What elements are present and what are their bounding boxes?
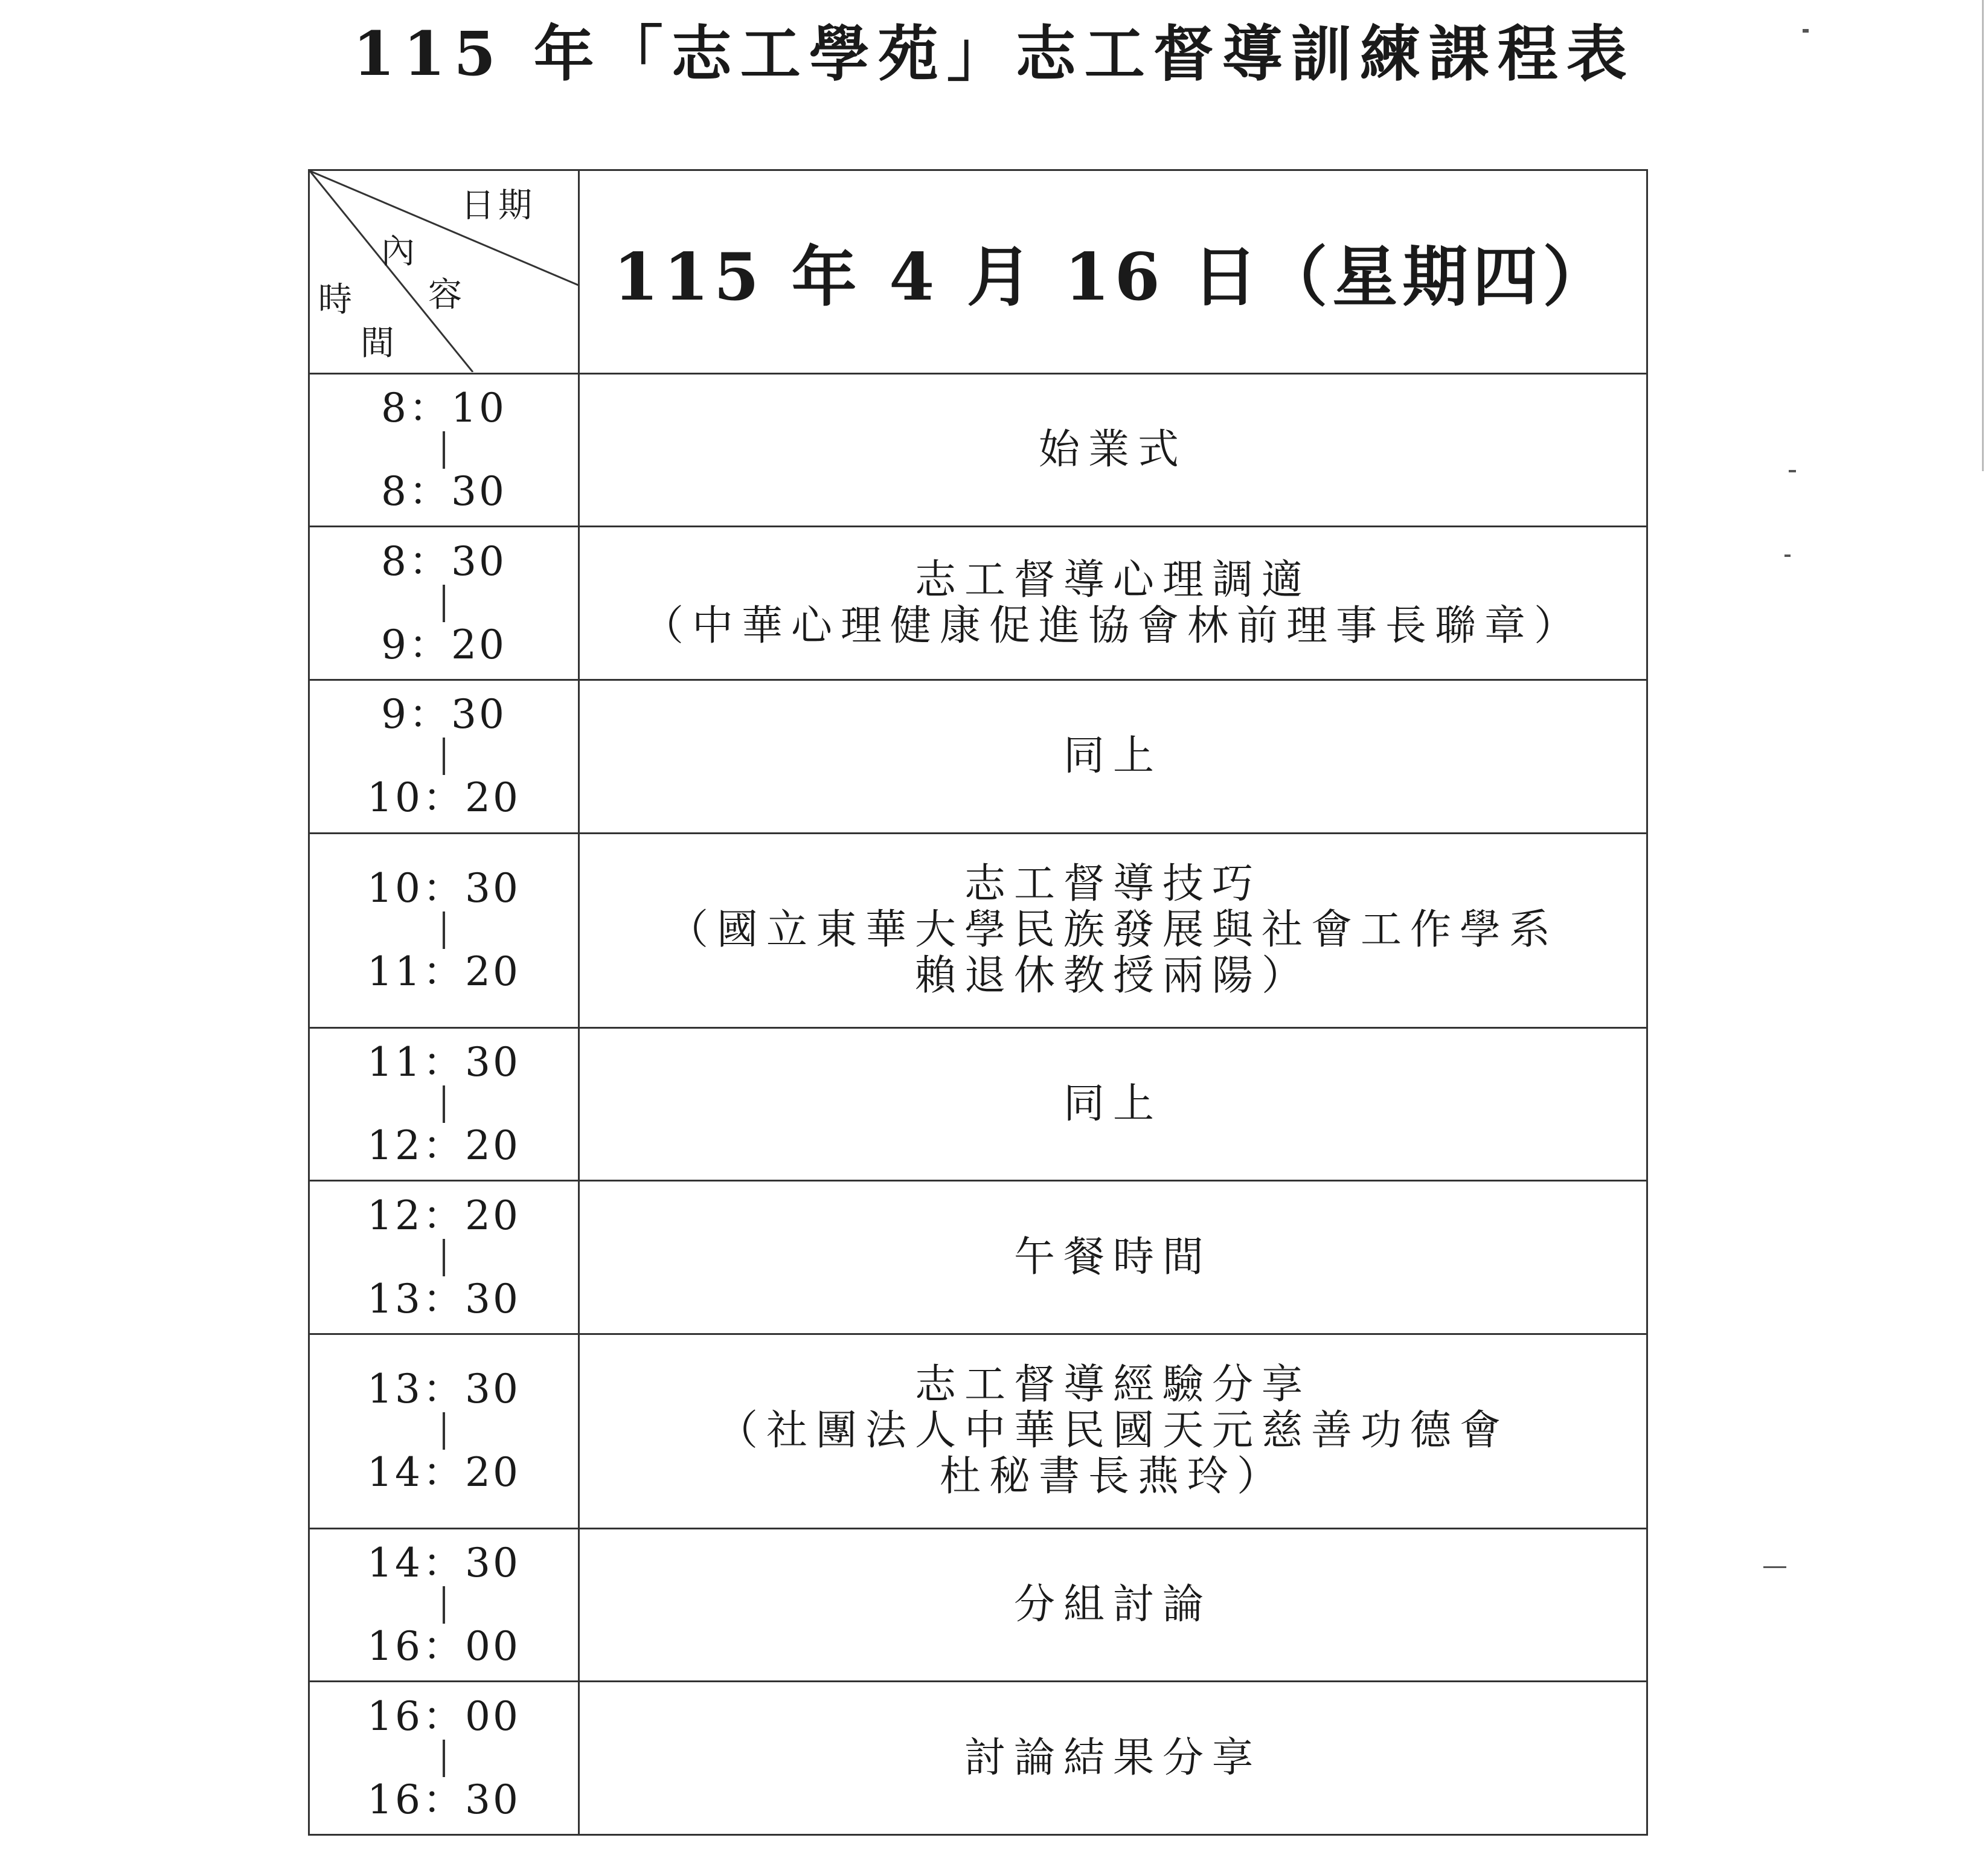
session-content-cell bbox=[579, 680, 1647, 834]
end-time: 16：00 bbox=[367, 1622, 521, 1670]
start-time: 10：30 bbox=[367, 865, 521, 912]
scan-speck bbox=[1789, 470, 1796, 472]
corner-label-content-2: 容 bbox=[428, 275, 462, 315]
scan-edge-line bbox=[1982, 0, 1984, 471]
scan-speck bbox=[1784, 555, 1791, 557]
start-time: 13：30 bbox=[367, 1366, 521, 1413]
session-title: 午餐時間 bbox=[1013, 1233, 1212, 1281]
time-separator bbox=[443, 431, 445, 469]
session-title: 志工督導技巧 bbox=[964, 860, 1262, 908]
session-content-cell bbox=[579, 1682, 1647, 1835]
end-time: 10：20 bbox=[367, 774, 521, 821]
table-header-row bbox=[309, 170, 1647, 374]
time-separator bbox=[443, 738, 445, 775]
table-row bbox=[309, 1682, 1647, 1835]
end-time: 13：30 bbox=[367, 1275, 521, 1322]
start-time: 8：30 bbox=[381, 538, 507, 585]
table-row bbox=[309, 680, 1647, 834]
time-range-cell bbox=[309, 1528, 579, 1682]
end-time: 9：20 bbox=[381, 621, 507, 668]
start-time: 14：30 bbox=[367, 1539, 521, 1586]
time-separator bbox=[443, 1740, 445, 1777]
end-time: 11：20 bbox=[367, 948, 521, 995]
scan-speck bbox=[1803, 29, 1809, 33]
time-range-cell bbox=[309, 527, 579, 680]
time-range-cell bbox=[309, 1682, 579, 1835]
session-speaker: （中華心理健康促進協會林前理事長聯章） bbox=[642, 602, 1583, 650]
session-content-cell bbox=[579, 1528, 1647, 1682]
session-content-cell bbox=[579, 527, 1647, 680]
session-speaker: 賴退休教授兩陽） bbox=[914, 952, 1311, 1000]
table-row bbox=[309, 833, 1647, 1027]
session-title: 始業式 bbox=[1038, 426, 1187, 474]
table-row bbox=[309, 1027, 1647, 1181]
time-separator bbox=[443, 585, 445, 622]
time-range-cell bbox=[309, 1334, 579, 1528]
corner-label-time-2: 間 bbox=[361, 324, 394, 364]
corner-label-content-1: 內 bbox=[381, 232, 415, 272]
course-schedule-table bbox=[308, 169, 1648, 1836]
date-heading-cell bbox=[579, 170, 1647, 374]
time-separator bbox=[443, 911, 445, 949]
time-range-cell bbox=[309, 1027, 579, 1181]
time-separator bbox=[443, 1239, 445, 1276]
session-title: 分組討論 bbox=[1013, 1580, 1212, 1628]
table-row bbox=[309, 1181, 1647, 1334]
corner-label-time-1: 時 bbox=[318, 280, 352, 320]
session-content-cell bbox=[579, 833, 1647, 1027]
table-row bbox=[309, 1528, 1647, 1682]
end-time: 14：20 bbox=[367, 1449, 521, 1496]
time-separator bbox=[443, 1085, 445, 1123]
time-separator bbox=[443, 1586, 445, 1624]
session-content-cell bbox=[579, 1334, 1647, 1528]
corner-header-cell bbox=[309, 170, 579, 374]
session-title: 志工督導經驗分享 bbox=[914, 1361, 1311, 1409]
session-title: 同上 bbox=[1063, 732, 1162, 780]
time-range-cell bbox=[309, 680, 579, 834]
time-range-cell bbox=[309, 373, 579, 527]
session-speaker: （國立東華大學民族發展與社會工作學系 bbox=[667, 906, 1559, 954]
start-time: 8：10 bbox=[381, 385, 507, 432]
document-title: 115 年「志工學苑」志工督導訓練課程表 bbox=[353, 18, 1635, 89]
start-time: 12：20 bbox=[367, 1192, 521, 1239]
start-time: 11：30 bbox=[367, 1038, 521, 1085]
session-speaker: 杜秘書長燕玲） bbox=[939, 1453, 1286, 1501]
date-heading: 115 年 4 月 16 日（星期四） bbox=[613, 239, 1613, 316]
start-time: 9：30 bbox=[381, 691, 507, 738]
session-title: 同上 bbox=[1063, 1079, 1162, 1128]
table-row bbox=[309, 527, 1647, 680]
time-range-cell bbox=[309, 1181, 579, 1334]
session-title: 討論結果分享 bbox=[964, 1734, 1262, 1782]
table-row bbox=[309, 373, 1647, 527]
session-title: 志工督導心理調適 bbox=[914, 556, 1311, 604]
end-time: 8：30 bbox=[381, 468, 507, 515]
table-row bbox=[309, 1334, 1647, 1528]
session-speaker: （社團法人中華民國天元慈善功德會 bbox=[716, 1407, 1509, 1455]
diagonal-divider-lines bbox=[310, 171, 578, 372]
end-time: 12：20 bbox=[367, 1122, 521, 1169]
scan-speck bbox=[1763, 1566, 1786, 1568]
corner-label-date: 日期 bbox=[461, 186, 536, 226]
time-separator bbox=[443, 1412, 445, 1450]
start-time: 16：00 bbox=[367, 1693, 521, 1740]
session-content-cell bbox=[579, 1027, 1647, 1181]
session-content-cell bbox=[579, 373, 1647, 527]
session-content-cell bbox=[579, 1181, 1647, 1334]
time-range-cell bbox=[309, 833, 579, 1027]
end-time: 16：30 bbox=[367, 1776, 521, 1823]
